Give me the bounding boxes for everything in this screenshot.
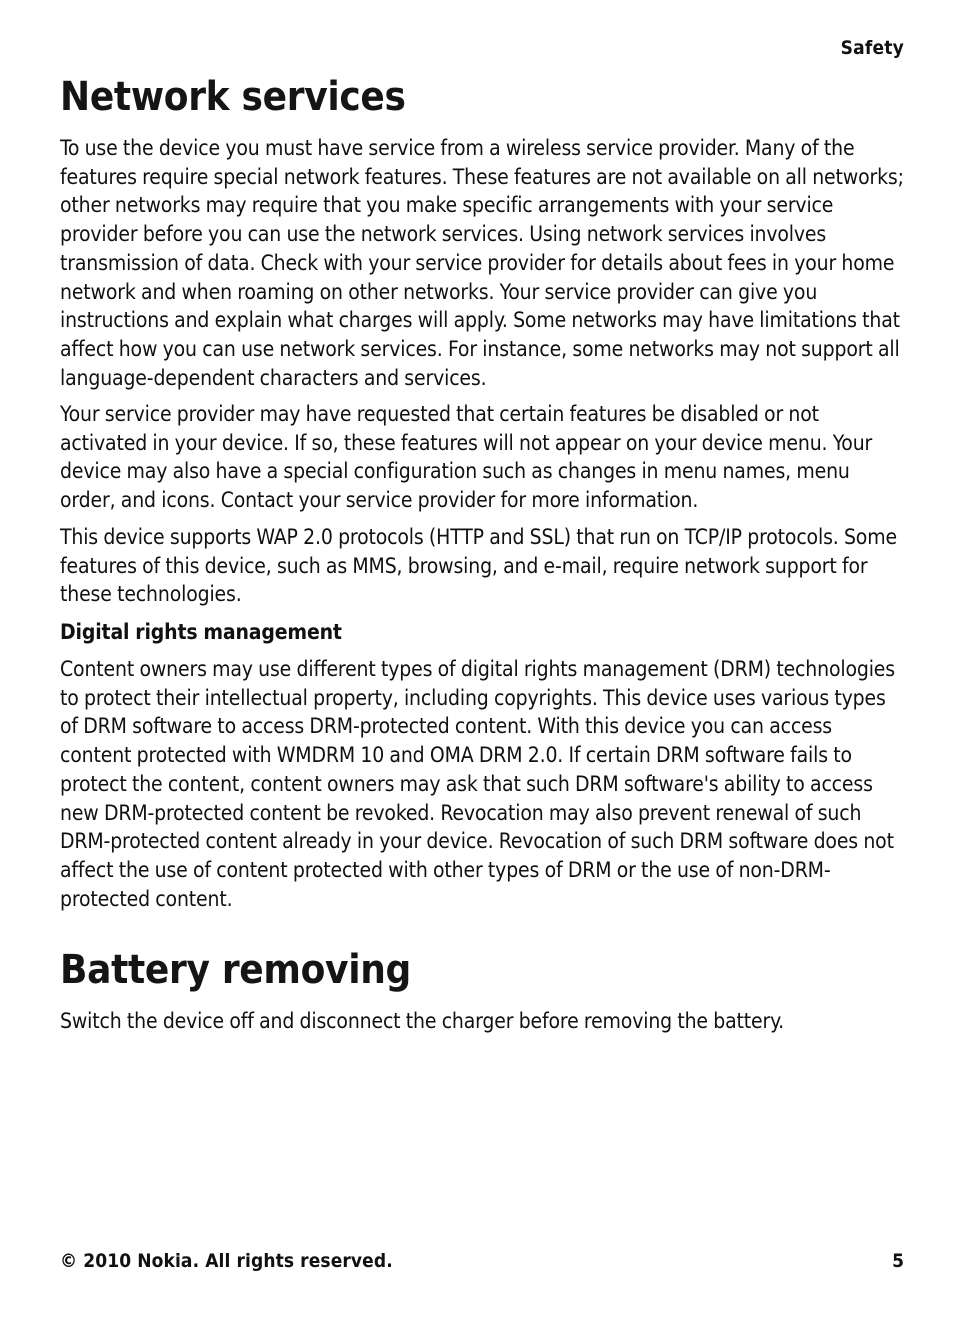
section-title-battery-removing: Battery removing xyxy=(60,947,412,993)
document-page xyxy=(60,0,904,1322)
paragraph-service-provider: Your service provider may have requested that certain features be disabled or not activated in your device. If so, these features will not appear on your device menu. Your device may also have a special configuration such as changes in menu names, menu order, and icons. Contact your service provider for more information. xyxy=(60,402,873,513)
footer-page-number: 5 xyxy=(892,1250,904,1272)
paragraph-network-intro: To use the device you must have service from a wireless service provider. Many of the features require special network features. These features are not available on all networks; other networks may require that you make specific arrangements with your service provider before you can use the network services. Using network services involves transmission of data. Check with your service provider for details about fees in your home network and when roaming on other networks. Your service provider can give you instructions and explain what charges will apply. Some networks may have limitations that affect how you can use network services. For instance, some networks may not support all language-dependent characters and services. xyxy=(60,136,904,390)
section-title-network-services: Network services xyxy=(60,74,406,120)
paragraph-drm: Content owners may use different types of digital rights management (DRM) technologies to protect their intellectual property, including copyrights. This device uses various types of DRM software to access DRM-protected content. With this device you can access content protected with WMDRM 10 and OMA DRM 2.0. If certain DRM software fails to protect the content, content owners may ask that such DRM software's ability to access new DRM-protected content be revoked. Revocation may also prevent renewal of such DRM-protected content already in your device. Revocation of such DRM software does not affect the use of content protected with other types of DRM or the use of non-DRM-protected content. xyxy=(60,657,895,911)
subheading-drm: Digital rights management xyxy=(60,620,342,644)
paragraph-wap-protocols: This device supports WAP 2.0 protocols (HTTP and SSL) that run on TCP/IP protocols. Some features of this device, such as MMS, browsing, and e-mail, require network support for these technologies. xyxy=(60,525,897,607)
footer-copyright: © 2010 Nokia. All rights reserved. xyxy=(60,1250,393,1272)
paragraph-battery: Switch the device off and disconnect the charger before removing the battery. xyxy=(60,1009,785,1033)
running-header: Safety xyxy=(840,37,904,59)
